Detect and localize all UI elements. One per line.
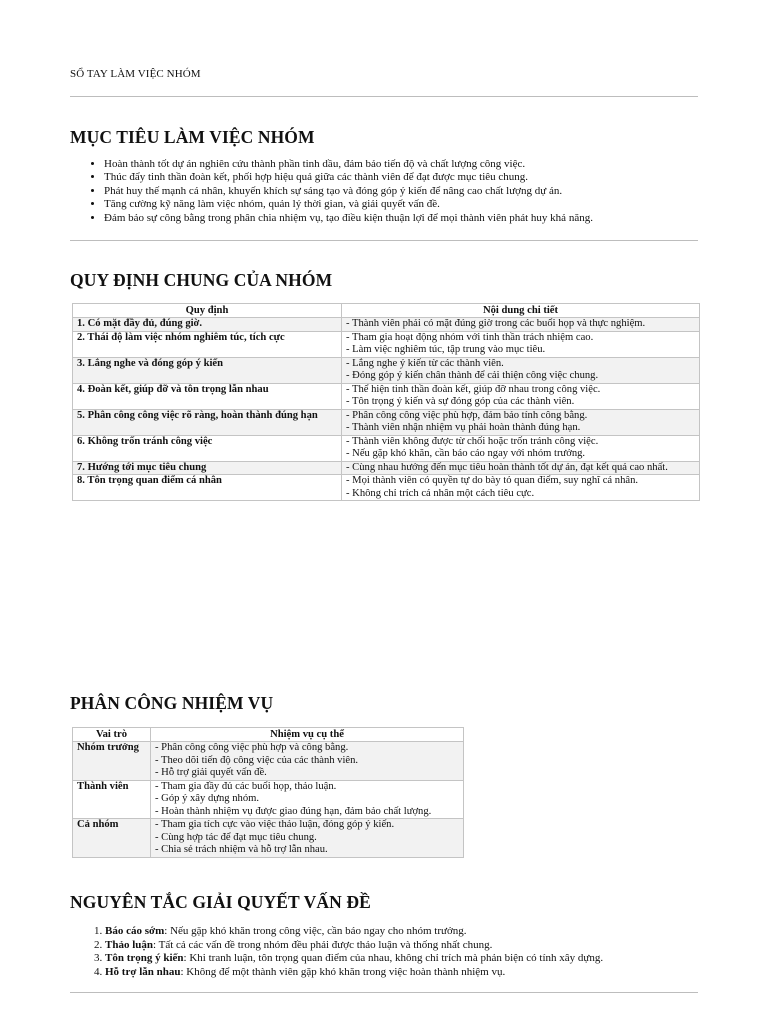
task-line: - Phân công công việc phù hợp và công bằng. — [155, 742, 349, 753]
roles-table — [72, 727, 464, 858]
principle-item — [105, 939, 705, 953]
role-name: Cả nhóm — [73, 819, 151, 858]
task-line: - Chia sẻ trách nhiệm và hỗ trợ lẫn nhau. — [155, 844, 328, 855]
table-row — [73, 461, 700, 475]
principles-list — [86, 925, 705, 979]
goal-item: • Phát huy thế mạnh cá nhân, khuyến khích sự sáng tạo và đóng góp ý kiến để nâng cao chất lượng dự án. — [104, 185, 704, 198]
principle-term: Thảo luận — [105, 938, 153, 951]
rule-details — [342, 475, 700, 501]
detail-line: - Thành viên không được từ chối hoặc trốn tránh công việc. — [346, 435, 599, 447]
rule-details — [342, 331, 700, 357]
role-name: Thành viên — [73, 780, 151, 819]
role-tasks — [151, 819, 464, 858]
detail-line: - Thể hiện tinh thần đoàn kết, giúp đỡ nhau trong công việc. — [346, 383, 601, 395]
principles-heading: NGUYÊN TẮC GIẢI QUYẾT VẤN ĐỀ — [70, 892, 371, 912]
detail-line: - Lắng nghe ý kiến từ các thành viên. — [346, 357, 504, 369]
running-header: SỔ TAY LÀM VIỆC NHÓM — [70, 68, 201, 80]
table-row — [73, 318, 700, 332]
task-line: - Cùng hợp tác để đạt mục tiêu chung. — [155, 831, 317, 843]
principle-term: Tôn trọng ý kiến — [105, 952, 184, 965]
table-header-row — [73, 728, 464, 742]
column-header-rule: Quy định — [73, 304, 342, 318]
rule-name: 8. Tôn trọng quan điểm cá nhân — [73, 475, 342, 501]
task-line: - Hoàn thành nhiệm vụ được giao đúng hạn, đảm bảo chất lượng. — [155, 805, 432, 817]
rules-table — [72, 303, 700, 501]
principle-text: : Không để một thành viên gặp khó khăn trong việc hoàn thành nhiệm vụ. — [180, 965, 506, 978]
rule-name: 7. Hướng tới mục tiêu chung — [73, 461, 342, 475]
principle-item — [105, 925, 705, 939]
principle-item — [105, 966, 705, 980]
rule-details — [342, 409, 700, 435]
detail-line: - Phân công công việc phù hợp, đảm bảo tính công bằng. — [346, 409, 588, 421]
detail-line: - Làm việc nghiêm túc, tập trung vào mục tiêu. — [346, 344, 546, 355]
divider — [70, 992, 698, 993]
goal-item: • Hoàn thành tốt dự án nghiên cứu thành phần tinh dầu, đảm bảo tiến độ và chất lượng công việc. — [104, 158, 704, 171]
table-row — [73, 742, 464, 781]
table-row — [73, 780, 464, 819]
goals-heading: MỤC TIÊU LÀM VIỆC NHÓM — [70, 127, 315, 147]
table-row — [73, 357, 700, 383]
rule-name: 3. Lắng nghe và đóng góp ý kiến — [73, 357, 342, 383]
table-row — [73, 383, 700, 409]
detail-line: - Mọi thành viên có quyền tự do bày tỏ quan điểm, suy nghĩ cá nhân. — [346, 475, 639, 486]
task-line: - Theo dõi tiến độ công việc của các thành viên. — [155, 754, 359, 766]
goal-item: • Thúc đẩy tinh thần đoàn kết, phối hợp hiệu quả giữa các thành viên để đạt được mục tiêu chung. — [104, 171, 704, 184]
principle-text: : Nếu gặp khó khăn trong công việc, cần báo ngay cho nhóm trưởng. — [164, 925, 467, 937]
table-row — [73, 409, 700, 435]
detail-line: - Cùng nhau hướng đến mục tiêu hoàn thành tốt dự án, đạt kết quả cao nhất. — [346, 461, 668, 473]
rule-name: 5. Phân công công việc rõ ràng, hoàn thành đúng hạn — [73, 409, 342, 435]
detail-line: - Đóng góp ý kiến chân thành để cải thiện công việc chung. — [346, 370, 599, 381]
task-line: - Tham gia đầy đủ các buổi họp, thảo luận. — [155, 780, 337, 792]
roles-heading: PHÂN CÔNG NHIỆM VỤ — [70, 693, 274, 713]
table-row — [73, 435, 700, 461]
goal-item: • Tăng cường kỹ năng làm việc nhóm, quản lý thời gian, và giải quyết vấn đề. — [104, 198, 704, 211]
column-header-detail: Nội dung chi tiết — [342, 304, 700, 318]
role-tasks — [151, 742, 464, 781]
task-line: - Góp ý xây dựng nhóm. — [155, 793, 260, 804]
role-tasks — [151, 780, 464, 819]
principle-term: Báo cáo sớm — [105, 925, 165, 937]
rule-name: 2. Thái độ làm việc nhóm nghiêm túc, tích cực — [73, 331, 342, 357]
detail-line: - Nếu gặp khó khăn, cần báo cáo ngay với nhóm trưởng. — [346, 448, 586, 459]
role-name: Nhóm trưởng — [73, 742, 151, 781]
principle-text: : Tất cả các vấn đề trong nhóm đều phải được thảo luận và thống nhất chung. — [153, 938, 493, 951]
rule-details — [342, 383, 700, 409]
rule-name: 1. Có mặt đầy đủ, đúng giờ. — [73, 318, 342, 332]
detail-line: - Thành viên phải có mặt đúng giờ trong các buổi họp và thực nghiệm. — [346, 318, 646, 329]
principle-term: Hỗ trợ lẫn nhau — [105, 965, 181, 978]
task-line: - Hỗ trợ giải quyết vấn đề. — [155, 767, 267, 778]
table-header-row — [73, 304, 700, 318]
rule-name: 6. Không trốn tránh công việc — [73, 435, 342, 461]
goal-item: • Đảm bảo sự công bằng trong phân chia nhiệm vụ, tạo điều kiện thuận lợi để mọi thành viên phát huy khả năng. — [104, 212, 704, 225]
principle-text: : Khi tranh luận, tôn trọng quan điểm của nhau, không chỉ trích mà phản biện có tính xây dựng. — [183, 952, 604, 965]
rule-details — [342, 318, 700, 332]
column-header-tasks: Nhiệm vụ cụ thể — [151, 728, 464, 742]
rule-details — [342, 461, 700, 475]
column-header-role: Vai trò — [73, 728, 151, 742]
goals-list — [88, 158, 704, 225]
rules-heading: QUY ĐỊNH CHUNG CỦA NHÓM — [70, 270, 333, 290]
divider — [70, 96, 698, 97]
detail-line: - Không chỉ trích cá nhân một cách tiêu cực. — [346, 487, 535, 499]
divider — [70, 240, 698, 241]
table-row — [73, 819, 464, 858]
table-row — [73, 331, 700, 357]
rule-details — [342, 435, 700, 461]
rule-details — [342, 357, 700, 383]
principle-item — [105, 952, 705, 966]
rule-name: 4. Đoàn kết, giúp đỡ và tôn trọng lẫn nhau — [73, 383, 342, 409]
detail-line: - Tham gia hoạt động nhóm với tinh thần trách nhiệm cao. — [346, 331, 594, 343]
detail-line: - Tôn trọng ý kiến và sự đóng góp của các thành viên. — [346, 396, 575, 407]
task-line: - Tham gia tích cực vào việc thảo luận, đóng góp ý kiến. — [155, 819, 395, 830]
table-row — [73, 475, 700, 501]
detail-line: - Thành viên nhận nhiệm vụ phải hoàn thành đúng hạn. — [346, 422, 581, 433]
